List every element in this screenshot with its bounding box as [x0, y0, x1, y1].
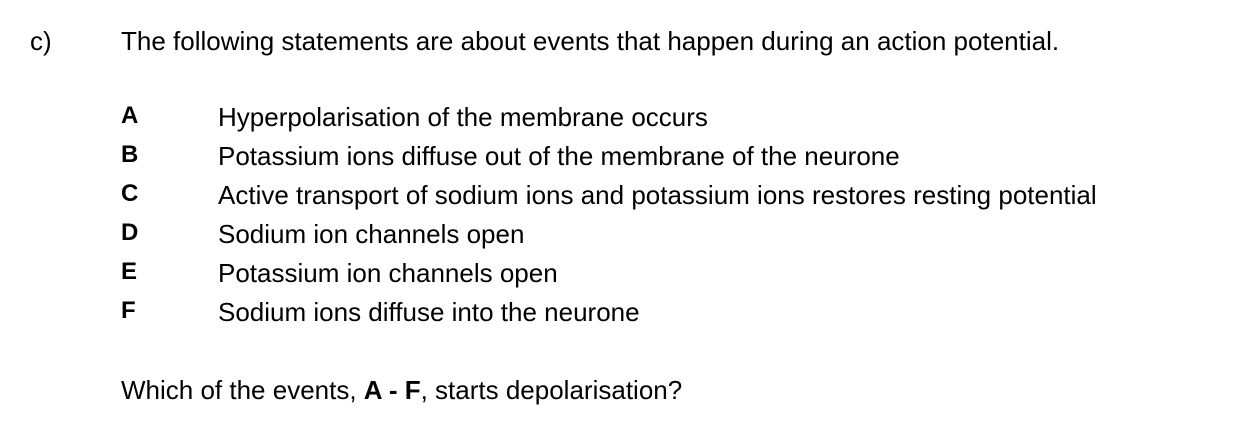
statement-letter: B	[121, 141, 139, 168]
statement-letter: D	[121, 219, 139, 246]
prompt-after: , starts depolarisation?	[420, 375, 683, 405]
prompt-before: Which of the events,	[121, 375, 364, 405]
prompt-range-start: A	[363, 375, 382, 405]
question-part-label: c)	[30, 26, 52, 56]
statement-letter: F	[121, 297, 136, 324]
statement-text: Potassium ions diffuse out of the membrane of the neurone	[218, 141, 900, 171]
statement-letter: E	[121, 258, 138, 285]
prompt-range-sep: -	[381, 375, 405, 405]
statement-text: Active transport of sodium ions and potassium ions restores resting potential	[218, 180, 1097, 210]
question-prompt	[121, 377, 682, 403]
statement-text: Sodium ions diffuse into the neurone	[218, 297, 640, 327]
statement-letter: C	[121, 180, 139, 207]
statement-text: Sodium ion channels open	[218, 219, 525, 249]
statement-letter: A	[121, 102, 139, 129]
statement-text: Potassium ion channels open	[218, 258, 558, 288]
question-intro: The following statements are about events that happen during an action potential.	[121, 26, 1060, 56]
statement-text: Hyperpolarisation of the membrane occurs	[218, 102, 708, 132]
prompt-range-end: F	[404, 375, 421, 405]
